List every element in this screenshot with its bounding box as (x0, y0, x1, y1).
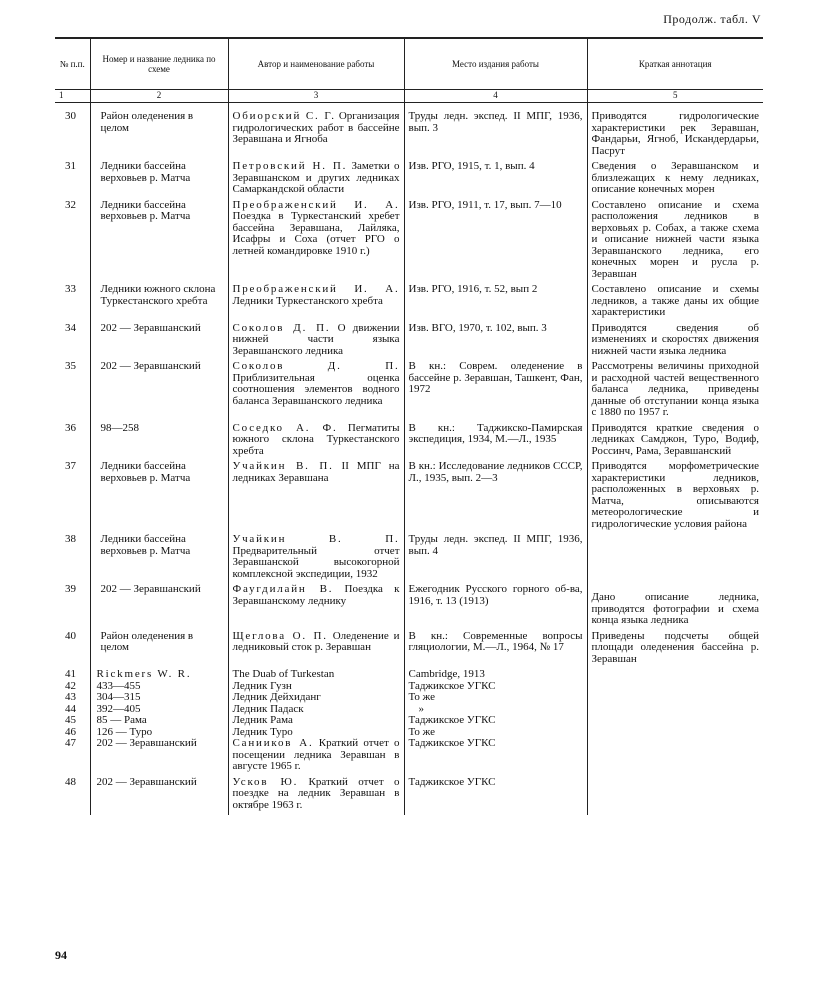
table-row (55, 534, 763, 584)
table-row (55, 669, 763, 681)
work-title: Организация гидрологических работ в бассейне Зеравшана и Ягноба (232, 110, 400, 145)
publication-place: Труды ледн. экспед. II МПГ, 1936, вып. 4 (404, 534, 587, 584)
work-title: Ледник Падаск (232, 702, 304, 715)
column-number-row (55, 90, 763, 103)
glacier-text: 433—455 (96, 679, 141, 692)
glacier-name (90, 161, 228, 200)
row-number: 44 (55, 704, 90, 716)
row-number: 31 (55, 161, 90, 200)
table-body (55, 90, 763, 816)
publication-place: В кн.: Современные вопросы гляциологии, М.—Л., 1964, № 17 (404, 631, 587, 670)
author-and-work (228, 423, 404, 462)
author-and-work (228, 200, 404, 285)
row-number: 38 (55, 534, 90, 584)
work-title: Поездка к Зеравшанскому леднику (232, 583, 400, 607)
row-number: 40 (55, 631, 90, 670)
author-name: Санииков А. (232, 737, 314, 749)
header-author: Автор и наименование работы (228, 38, 404, 90)
column-number: 1 (55, 90, 90, 103)
publication-place: » (404, 704, 587, 716)
glacier-name (90, 584, 228, 631)
author-and-work (228, 161, 404, 200)
work-title: Приблизительная оценка соотношения элементов водного баланса Зеравшанского ледника (232, 371, 400, 407)
row-number: 46 (55, 727, 90, 739)
glacier-name (90, 738, 228, 777)
publication-place: Ежегодник Русского горного об-ва, 1916, т. 13 (1913) (404, 584, 587, 631)
author-name: Преображенский И. А. (232, 198, 400, 211)
publication-place: Изв. РГО, 1916, т. 52, вып 2 (404, 284, 587, 323)
annotation (587, 704, 763, 716)
work-title: II МПГ на ледниках Зеравшана (232, 460, 400, 484)
glacier-text: Район оледенения в целом (100, 110, 194, 134)
glacier-text: 202 — Зеравшанский (100, 360, 201, 372)
column-number: 5 (587, 90, 763, 103)
glacier-text: 126 — Туро (96, 725, 153, 738)
glacier-name (90, 777, 228, 816)
glacier-text: Ледники бассейна верховьев р. Матча (100, 198, 191, 222)
work-title: Ледники Туркестанского хребта (232, 294, 383, 307)
glacier-text: 202 — Зеравшанский (96, 737, 197, 749)
publication-place: В кн.: Таджикско-Памирская экспедиция, 1934, М.—Л., 1935 (404, 423, 587, 462)
work-title: Поездка в Туркестанский хребет бассейна Зеравшана, Лайляка, Исафры и Соха (отчет РГО о летней командировке 1910 г.) (232, 210, 400, 257)
table-row (55, 200, 763, 285)
glacier-name (90, 284, 228, 323)
row-number: 32 (55, 200, 90, 285)
annotation (587, 715, 763, 727)
table-row (55, 738, 763, 777)
table-row (55, 461, 763, 534)
row-number: 34 (55, 323, 90, 362)
bibliography-table (55, 37, 763, 815)
annotation: Дано описание ледника, приводятся фотографии и схема конца языка ледника (591, 591, 759, 626)
annotation (587, 669, 763, 681)
row-number: 33 (55, 284, 90, 323)
table-row (55, 715, 763, 727)
table-header-row (55, 38, 763, 90)
table-row (55, 777, 763, 816)
glacier-name (90, 111, 228, 161)
annotation: Приводятся сведения об изменениях и скоростях движения нижней части языка ледника (591, 321, 759, 357)
author-name: Преображенский И. А. (232, 283, 400, 295)
row-number: 39 (55, 584, 90, 631)
table-row (55, 631, 763, 670)
row-number: 42 (55, 681, 90, 693)
work-title: Ледник Дейхиданг (232, 691, 321, 703)
annotation (587, 738, 763, 777)
glacier-name (90, 631, 228, 670)
author-and-work (228, 584, 404, 631)
table-row (55, 111, 763, 161)
annotation: Приводятся морфометрические характеристики ледников, расположенных в верховьях р. Матча, описываются метеорологические и гидрологические условия района (591, 460, 759, 530)
header-glacier: Номер и название ледника по схеме (90, 38, 228, 90)
glacier-text: 202 — Зеравшанский (100, 583, 201, 595)
column-number: 4 (404, 90, 587, 103)
author-name: Усков Ю. (232, 775, 299, 788)
table-row (55, 423, 763, 462)
author-and-work (228, 284, 404, 323)
continuation-label: Продолж. табл. V (663, 12, 761, 26)
author-name: Фаугдилайн В. (232, 583, 334, 595)
row-number: 48 (55, 777, 90, 816)
work-title: Краткий отчет о поездке на ледник Зеравшан в октябре 1963 г. (232, 775, 400, 811)
work-title: О движении нижней части языка Зеравшанского ледника (232, 321, 400, 357)
author-name: Учайкин В. П. (232, 460, 334, 472)
glacier-name (90, 461, 228, 534)
author-and-work (228, 738, 404, 777)
work-title: Ледник Гузн (232, 679, 292, 692)
author-name: Петровский Н. П. (232, 160, 348, 172)
annotation (587, 692, 763, 704)
work-title: Краткий отчет о посещении ледника Зеравшан в августе 1965 г. (232, 737, 400, 772)
glacier-text: Ледники бассейна верховьев р. Матча (100, 460, 191, 484)
header-place: Место издания работы (404, 38, 587, 90)
column-number: 3 (228, 90, 404, 103)
glacier-text: 98—258 (100, 421, 139, 434)
header-annotation: Краткая аннотация (587, 38, 763, 90)
column-number: 2 (90, 90, 228, 103)
annotation (587, 534, 763, 584)
annotation: Приводятся краткие сведения о ледниках Самджон, Туро, Водиф, Россинч, Рама, Зеравшанский (591, 421, 759, 457)
glacier-text: 202 — Зеравшанский (100, 321, 201, 334)
author-name: Учайкин В. П. (232, 533, 400, 545)
work-title: Заметки о Зеравшанском и других ледниках Самаркандской области (232, 160, 400, 195)
glacier-text: Ледники южного склона Туркестанского хребта (100, 283, 216, 307)
glacier-name (90, 534, 228, 584)
page-number: 94 (55, 948, 67, 962)
table-row (55, 584, 763, 631)
table-row (55, 692, 763, 704)
glacier-text: 392—405 (96, 702, 141, 715)
annotation: Составлено описание и схема расположения ледников в верховьях р. Собах, а также схема и описание нижней части языка Зеравшанского ледника, его конечных морен и русла р. Зеравшан (591, 198, 759, 280)
glacier-name (90, 423, 228, 462)
header-number: № п.п. (55, 38, 90, 90)
annotation: Рассмотрены величины приходной и расходной частей вещественного баланса ледника, приведены данные об отступании конца языка с 1880 по 1957 г. (591, 360, 759, 418)
table-row (55, 284, 763, 323)
author-name: Соколов Д. П. (232, 321, 331, 334)
table-row (55, 323, 763, 362)
publication-place: Таджикское УГКС (404, 738, 587, 777)
publication-place: Изв. ВГО, 1970, т. 102, вып. 3 (404, 323, 587, 362)
glacier-text: 202 — Зеравшанский (96, 775, 197, 788)
annotation: Приведены подсчеты общей площади оледенения бассейна р. Зеравшан (591, 629, 759, 665)
annotation (587, 777, 763, 816)
work-title: Ледник Рама (232, 714, 293, 726)
annotation (587, 727, 763, 739)
publication-place: Cambridge, 1913 (404, 669, 587, 681)
annotation (587, 681, 763, 693)
glacier-name (90, 200, 228, 285)
row-number: 36 (55, 423, 90, 462)
author-name: Соколов Д. П. (232, 360, 400, 372)
row-number: 37 (55, 461, 90, 534)
annotation: Приводятся гидрологические характеристики рек Зеравшан, Фандарьи, Ягноб, Искандердарьи, Пасрут (591, 110, 759, 157)
work-title: Ледник Туро (232, 725, 293, 738)
publication-place: То же (404, 727, 587, 739)
work-title: Пегматиты южного склона Туркестанского хребта (232, 421, 400, 457)
author-and-work (228, 631, 404, 670)
glacier-name (90, 323, 228, 362)
row-number: 30 (55, 111, 90, 161)
glacier-text: Ледники бассейна верховьев р. Матча (100, 160, 191, 184)
publication-place: В кн.: Соврем. оледенение в бассейне р. Зеравшан, Ташкент, Фан, 1972 (404, 361, 587, 423)
row-number: 45 (55, 715, 90, 727)
author-and-work (228, 534, 404, 584)
publication-place: В кн.: Исследование ледников СССР, Л., 1935, вып. 2—3 (404, 461, 587, 534)
author-and-work (228, 461, 404, 534)
publication-place: Таджикское УГКС (404, 777, 587, 816)
glacier-text: 85 — Рама (96, 714, 147, 726)
table-row (55, 361, 763, 423)
author-name: Щеглова О. П. (232, 629, 328, 642)
row-number: 47 (55, 738, 90, 777)
glacier-text: Rickmers W. R. (96, 668, 192, 680)
glacier-text: Ледники бассейна верховьев р. Матча (100, 533, 191, 557)
row-number: 35 (55, 361, 90, 423)
publication-place: То же (404, 692, 587, 704)
author-and-work (228, 361, 404, 423)
publication-place: Труды ледн. экспед. II МПГ, 1936, вып. 3 (404, 111, 587, 161)
author-name: Обиорский С. Г. (232, 110, 336, 122)
publication-place: Таджикское УГКС (404, 715, 587, 727)
author-and-work (228, 111, 404, 161)
row-number: 41 (55, 669, 90, 681)
table-row (55, 161, 763, 200)
row-number: 43 (55, 692, 90, 704)
work-title: Оледенение и ледниковый сток р. Зеравшан (232, 629, 400, 653)
work-title: The Duab of Turkestan (232, 668, 335, 680)
author-and-work (228, 777, 404, 816)
author-and-work (228, 323, 404, 362)
glacier-name (90, 361, 228, 423)
annotation: Составлено описание и схемы ледников, а также даны их общие характеристики (591, 283, 759, 318)
glacier-text: 304—315 (96, 691, 141, 703)
annotation: Сведения о Зеравшанском и близлежащих к нему ледниках, описание конечных морен (591, 160, 759, 195)
publication-place: Изв. РГО, 1915, т. 1, вып. 4 (404, 161, 587, 200)
work-title: Предварительный отчет Зеравшанской высокогорной комплексной экспедиции, 1932 (232, 544, 400, 580)
publication-place: Изв. РГО, 1911, т. 17, вып. 7—10 (404, 200, 587, 285)
author-name: Соседко А. Ф. (232, 421, 338, 434)
glacier-text: Район оледенения в целом (100, 629, 194, 653)
publication-place: Таджикское УГКС (404, 681, 587, 693)
